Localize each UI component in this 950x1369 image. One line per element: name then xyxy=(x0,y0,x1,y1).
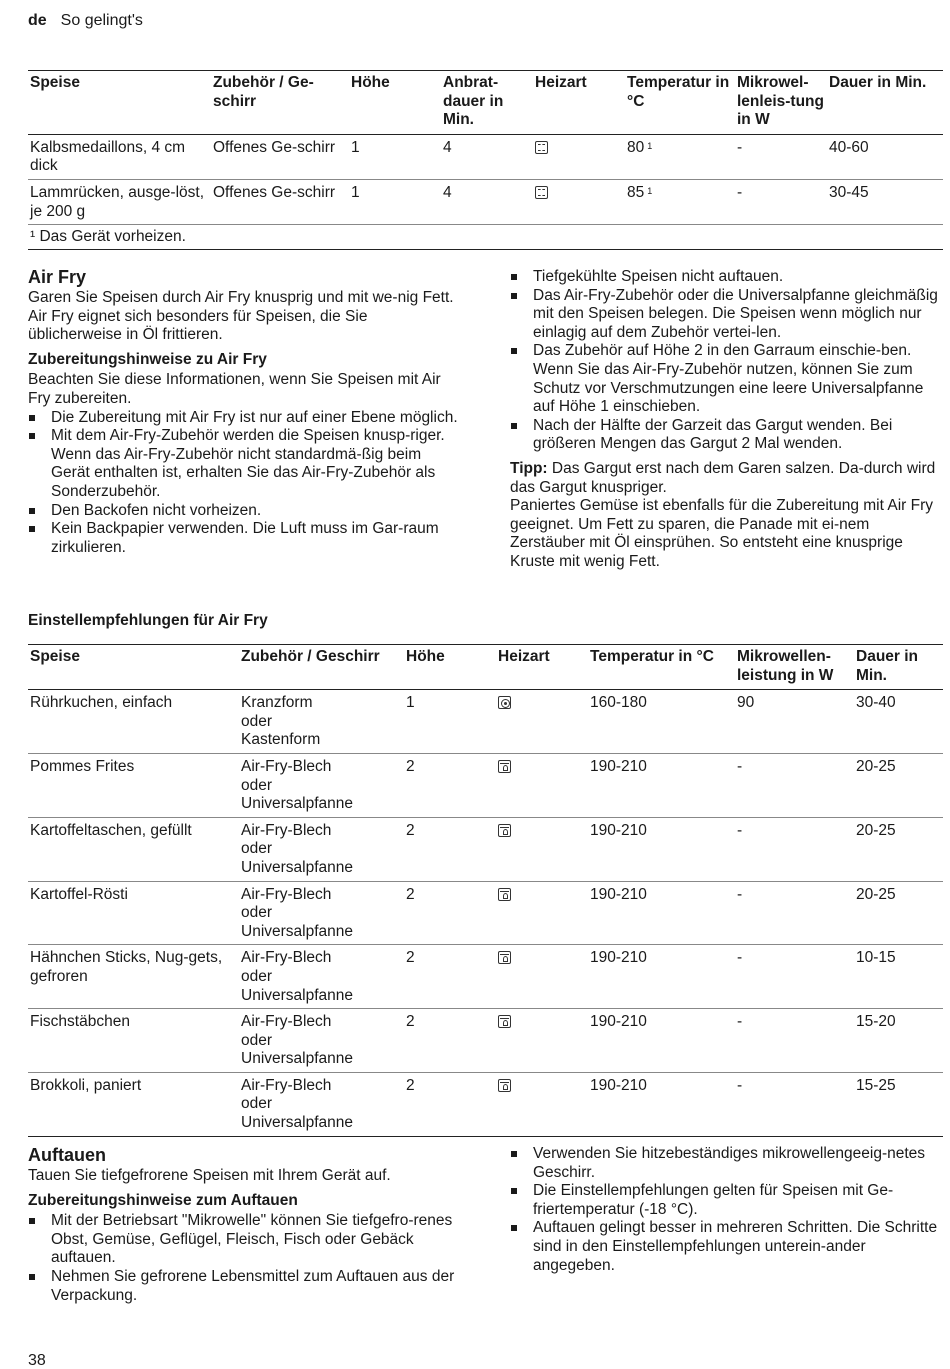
col-header: Mikrowellen-leistung in W xyxy=(737,648,834,684)
cell-temp: 190-210 xyxy=(590,949,647,967)
auftauen-bullets-right xyxy=(510,1145,942,1275)
cell-mikro: - xyxy=(737,757,743,775)
table-row xyxy=(28,753,943,817)
section-title-auftauen: Auftauen xyxy=(28,1145,106,1165)
cell-mikro: - xyxy=(737,183,743,201)
accessory-or: oder xyxy=(241,1031,273,1049)
col-header: Zubehör / Geschirr xyxy=(241,648,380,665)
cell-hoehe: 2 xyxy=(406,757,415,775)
cell-zubehoer xyxy=(239,881,404,945)
cell-anbrat: 4 xyxy=(443,183,452,201)
tip-text: Das Gargut erst nach dem Garen salzen. Da-durch wird das Gargut knuspriger. xyxy=(510,459,936,496)
settings-table-meat xyxy=(28,70,943,250)
airfry-hints-intro: Beachten Sie diese Informationen, wenn Sie Speisen mit Air Fry zubereiten. xyxy=(28,371,441,407)
cell-dauer: 10-15 xyxy=(856,949,896,967)
cell-mikro: - xyxy=(737,1013,743,1031)
cell-hoehe: 2 xyxy=(406,821,415,839)
col-header: Mikrowel-lenleis-tung in W xyxy=(737,74,824,129)
accessory-1: Air-Fry-Blech xyxy=(241,949,332,967)
cell-zubehoer xyxy=(239,753,404,817)
cell-heizart xyxy=(496,945,588,1009)
footnote-ref: 1 xyxy=(647,185,653,196)
tip-paragraph-2: Paniertes Gemüse ist ebenfalls für die Zubereitung mit Air Fry geeignet. Um Fett zu sparen, die Panade mit ei-nem Zerstäuber mit Öl einsprühen. So entsteht eine knusprige Kruste mit wenig Fett. xyxy=(510,497,933,570)
cell-temp: 190-210 xyxy=(590,821,647,839)
accessory-1: Kranzform xyxy=(241,694,313,712)
cell-speise: Fischstäbchen xyxy=(30,1013,130,1031)
list-item: Tiefgekühlte Speisen nicht auftauen. xyxy=(510,268,942,287)
top-bottom-heat-icon xyxy=(535,141,548,154)
cell-mikro: 90 xyxy=(737,694,755,712)
list-item: Mit dem Air-Fry-Zubehör werden die Speisen knusp-riger. Wenn das Air-Fry-Zubehör nicht standardmä-ßig beim Gerät enthalten ist, erhalten Sie das Air-Fry-Zubehör als Sonderzubehör. xyxy=(28,427,458,501)
accessory-1: Air-Fry-Blech xyxy=(241,821,332,839)
airfry-left-column xyxy=(28,266,458,557)
table-header-row xyxy=(28,645,943,690)
table2-title: Einstellempfehlungen für Air Fry xyxy=(28,612,268,629)
airfry-intro: Garen Sie Speisen durch Air Fry knusprig und mit we-nig Fett. Air Fry eignet sich besonders für Speisen, die Sie üblicherweise in Öl frittieren. xyxy=(28,289,454,344)
air-fry-icon xyxy=(498,760,511,773)
cell-heizart xyxy=(496,1072,588,1136)
accessory-or: oder xyxy=(241,1095,273,1113)
auftauen-intro: Tauen Sie tiefgefrorene Speisen mit Ihrem Gerät auf. xyxy=(28,1167,391,1184)
cell-heizart xyxy=(496,1009,588,1073)
cell-dauer: 30-40 xyxy=(856,694,896,712)
accessory-2: Kastenform xyxy=(241,731,321,749)
col-header: Speise xyxy=(30,74,80,91)
list-item: Auftauen gelingt besser in mehreren Schritten. Die Schritte sind in den Einstellempfehlungen unterein-ander angegeben. xyxy=(510,1219,942,1275)
cell-dauer: 30-45 xyxy=(829,183,869,201)
tip-paragraph xyxy=(510,460,942,497)
list-item: Die Einstellempfehlungen gelten für Speisen mit Ge-friertemperatur (-18 °C). xyxy=(510,1182,942,1219)
cell-mikro: - xyxy=(737,949,743,967)
cell-hoehe: 2 xyxy=(406,1076,415,1094)
air-fry-icon xyxy=(498,824,511,837)
page-header xyxy=(28,12,143,31)
cell-zubehoer xyxy=(239,1009,404,1073)
accessory-2: Universalpfanne xyxy=(241,922,354,940)
airfry-right-column xyxy=(510,268,942,572)
table-row xyxy=(28,690,943,754)
cell-speise: Brokkoli, paniert xyxy=(30,1076,142,1094)
cell-hoehe: 1 xyxy=(351,183,360,201)
air-fry-icon xyxy=(498,1015,511,1028)
air-fry-icon xyxy=(498,888,511,901)
table-row xyxy=(28,881,943,945)
footnote: ¹ Das Gerät vorheizen. xyxy=(30,228,186,246)
temp-value: 80 xyxy=(627,138,645,156)
col-header: Heizart xyxy=(535,74,587,91)
cell-hoehe: 2 xyxy=(406,1013,415,1031)
cell-speise: Kartoffeltaschen, gefüllt xyxy=(30,821,192,839)
air-fry-icon xyxy=(498,1079,511,1092)
col-header: Zubehör / Ge-schirr xyxy=(213,74,314,110)
cell-zubehoer: Offenes Ge-schirr xyxy=(213,138,336,156)
airfry-hints-title: Zubereitungshinweise zu Air Fry xyxy=(28,350,267,368)
cell-heizart xyxy=(496,753,588,817)
section-title-airfry: Air Fry xyxy=(28,267,87,287)
cell-temp: 190-210 xyxy=(590,757,647,775)
accessory-2: Universalpfanne xyxy=(241,795,354,813)
table-row xyxy=(28,817,943,881)
accessory-or: oder xyxy=(241,776,273,794)
accessory-2: Universalpfanne xyxy=(241,1114,354,1132)
cell-temp xyxy=(625,134,735,179)
col-header: Höhe xyxy=(406,648,445,665)
list-item: Verwenden Sie hitzebeständiges mikrowellengeeig-netes Geschirr. xyxy=(510,1145,942,1182)
table-row xyxy=(28,179,943,224)
airfry-bullets-left xyxy=(28,409,458,558)
cell-zubehoer xyxy=(239,817,404,881)
language-code: de xyxy=(28,12,47,29)
cell-hoehe: 1 xyxy=(406,694,415,712)
cell-dauer: 20-25 xyxy=(856,821,896,839)
footnote-ref: 1 xyxy=(647,140,653,151)
accessory-1: Air-Fry-Blech xyxy=(241,1013,332,1031)
accessory-1: Air-Fry-Blech xyxy=(241,757,332,775)
cell-mikro: - xyxy=(737,821,743,839)
cell-heizart xyxy=(533,134,625,179)
table-header-row xyxy=(28,71,943,135)
top-bottom-heat-icon xyxy=(535,186,548,199)
accessory-1: Air-Fry-Blech xyxy=(241,1076,332,1094)
cell-heizart xyxy=(496,817,588,881)
cell-temp: 190-210 xyxy=(590,1013,647,1031)
cell-speise: Lammrücken, ausge-löst, je 200 g xyxy=(30,183,205,220)
list-item: Mit der Betriebsart "Mikrowelle" können Sie tiefgefro-renes Obst, Gemüse, Geflügel, Fleisch, Fisch oder Gebäck auftauen. xyxy=(28,1212,468,1268)
auftauen-hints-title: Zubereitungshinweise zum Auftauen xyxy=(28,1191,298,1209)
cell-dauer: 15-20 xyxy=(856,1013,896,1031)
cell-zubehoer xyxy=(239,690,404,754)
cell-speise: Kartoffel-Rösti xyxy=(30,885,128,903)
cell-temp: 190-210 xyxy=(590,885,647,903)
col-header: Heizart xyxy=(498,648,550,665)
cell-hoehe: 1 xyxy=(351,138,360,156)
table-row xyxy=(28,1072,943,1136)
hot-air-icon xyxy=(498,696,511,709)
auftauen-bullets-left xyxy=(28,1212,468,1305)
cell-mikro: - xyxy=(737,885,743,903)
auftauen-left-column xyxy=(28,1144,468,1305)
accessory-or: oder xyxy=(241,712,273,730)
accessory-or: oder xyxy=(241,967,273,985)
settings-table-airfry xyxy=(28,644,943,1137)
cell-dauer: 40-60 xyxy=(829,138,869,156)
accessory-2: Universalpfanne xyxy=(241,1050,354,1068)
cell-hoehe: 2 xyxy=(406,885,415,903)
cell-zubehoer xyxy=(239,945,404,1009)
table-row xyxy=(28,1009,943,1073)
list-item: Die Zubereitung mit Air Fry ist nur auf einer Ebene möglich. xyxy=(28,409,458,428)
cell-hoehe: 2 xyxy=(406,949,415,967)
col-header: Dauer in Min. xyxy=(856,648,919,684)
table-row xyxy=(28,945,943,1009)
accessory-2: Universalpfanne xyxy=(241,858,354,876)
page-number: 38 xyxy=(28,1352,46,1369)
cell-heizart xyxy=(496,881,588,945)
cell-speise: Rührkuchen, einfach xyxy=(30,694,173,712)
col-header: Anbrat-dauer in Min. xyxy=(443,74,504,129)
cell-speise: Pommes Frites xyxy=(30,757,135,775)
list-item: Das Zubehör auf Höhe 2 in den Garraum einschie-ben. Wenn Sie das Air-Fry-Zubehör nutzen, können Sie zum Schutz vor Verschmutzungen eine leere Universalpfanne auf Höhe 1 einschieben. xyxy=(510,342,942,416)
cell-heizart xyxy=(496,690,588,754)
col-header: Temperatur in °C xyxy=(590,648,714,665)
cell-zubehoer: Offenes Ge-schirr xyxy=(213,183,336,201)
cell-heizart xyxy=(533,179,625,224)
table-row xyxy=(28,134,943,179)
cell-mikro: - xyxy=(737,138,743,156)
cell-dauer: 15-25 xyxy=(856,1076,896,1094)
accessory-2: Universalpfanne xyxy=(241,986,354,1004)
air-fry-icon xyxy=(498,951,511,964)
temp-value: 85 xyxy=(627,183,645,201)
list-item: Den Backofen nicht vorheizen. xyxy=(28,502,458,521)
accessory-1: Air-Fry-Blech xyxy=(241,885,332,903)
cell-mikro: - xyxy=(737,1076,743,1094)
airfry-bullets-right xyxy=(510,268,942,454)
cell-anbrat: 4 xyxy=(443,138,452,156)
cell-zubehoer xyxy=(239,1072,404,1136)
cell-dauer: 20-25 xyxy=(856,757,896,775)
header-title: So gelingt's xyxy=(60,12,143,29)
cell-temp: 190-210 xyxy=(590,1076,647,1094)
col-header: Höhe xyxy=(351,74,390,91)
list-item: Nach der Hälfte der Garzeit das Gargut wenden. Bei größeren Mengen das Gargut 2 Mal wenden. xyxy=(510,417,942,454)
col-header: Speise xyxy=(30,648,80,665)
list-item: Das Air-Fry-Zubehör oder die Universalpfanne gleichmäßig mit den Speisen belegen. Die Speisen wenn möglich nur einlagig auf dem Zubehör vertei-len. xyxy=(510,287,942,343)
accessory-or: oder xyxy=(241,840,273,858)
footnote-row xyxy=(28,225,943,250)
cell-speise: Kalbsmedaillons, 4 cm dick xyxy=(30,138,186,175)
list-item: Nehmen Sie gefrorene Lebensmittel zum Auftauen aus der Verpackung. xyxy=(28,1268,468,1305)
cell-dauer: 20-25 xyxy=(856,885,896,903)
col-header: Temperatur in °C xyxy=(627,74,730,110)
cell-speise: Hähnchen Sticks, Nug-gets, gefroren xyxy=(30,949,223,985)
list-item: Kein Backpapier verwenden. Die Luft muss im Gar-raum zirkulieren. xyxy=(28,520,458,557)
accessory-or: oder xyxy=(241,904,273,922)
col-header: Dauer in Min. xyxy=(829,74,927,91)
auftauen-right-column xyxy=(510,1145,942,1275)
cell-temp xyxy=(625,179,735,224)
cell-temp: 160-180 xyxy=(590,694,647,712)
tip-label: Tipp: xyxy=(510,459,548,477)
